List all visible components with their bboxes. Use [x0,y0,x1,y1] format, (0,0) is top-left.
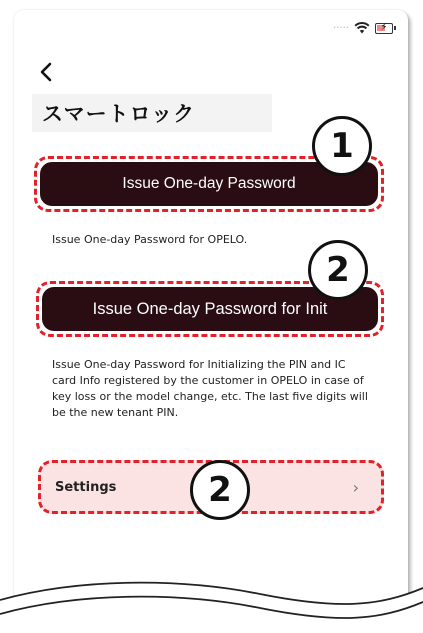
wifi-icon [354,19,370,38]
settings-label: Settings [55,479,117,495]
status-bar [333,20,393,36]
page-title: スマートロック [42,102,196,126]
battery-charging-icon: ⚡ [375,23,393,34]
step-badge-3: 2 [190,460,250,520]
chevron-left-icon [39,62,53,82]
chevron-right-icon: › [352,477,359,497]
step-badge-1: 1 [312,116,372,176]
issue-init-password-description: Issue One-day Password for Initializing the PIN and IC card Info registered by the customer in OPELO in case of key loss or the model change, etc. The last five digits will be the new tenant PIN. [52,358,368,419]
issue-init-password-button[interactable]: Issue One-day Password for Init [42,287,378,331]
signal-dots: ····· [333,22,349,34]
step-badge-2: 2 [308,240,368,300]
issue-password-button[interactable]: Issue One-day Password [40,162,378,206]
back-button[interactable] [34,58,58,86]
cut-edge-decoration [0,560,423,633]
issue-password-description: Issue One-day Password for OPELO. [52,233,248,246]
